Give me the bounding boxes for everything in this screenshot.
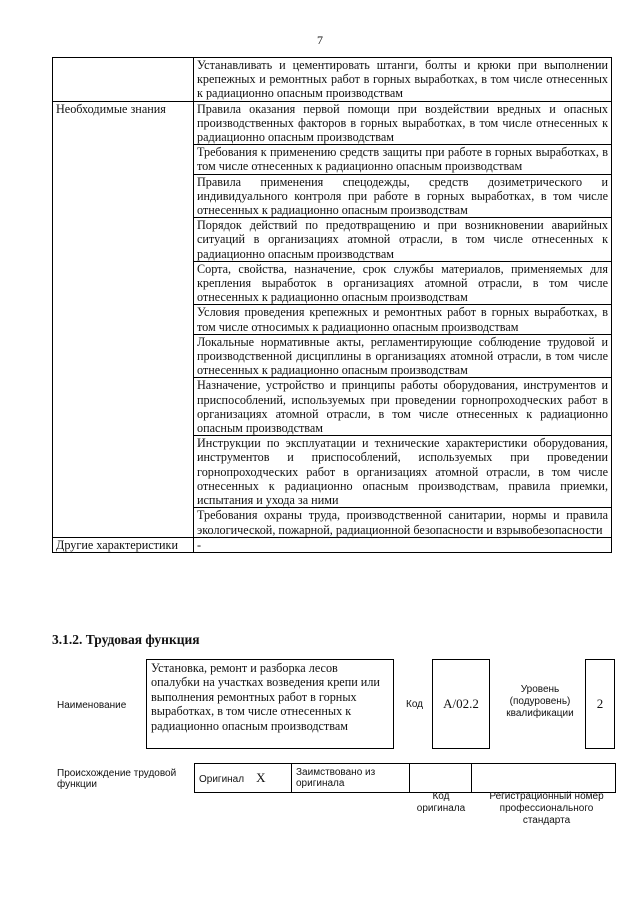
table-row <box>53 58 612 102</box>
row-text: Назначение, устройство и принципы работы оборудования, инструментов и приспособлений, используемых при проведении горнопроходческих работ в организациях атомной отрасли, в том числе отнесенных к радиационно опасным производствам <box>194 378 612 436</box>
origin-table <box>194 763 616 793</box>
knowledge-table <box>52 57 612 553</box>
row-text: Правила оказания первой помощи при воздействии вредных и опасных производственных факторов в горных выработках, в том числе отнесенных к радиационно опасным производствам <box>194 101 612 145</box>
reg-caption: Регистрационный номер профессионального стандарта <box>489 791 604 826</box>
original-cell <box>195 764 292 793</box>
original-label: Оригинал <box>199 773 245 785</box>
row-text: Условия проведения крепежных и ремонтных работ в горных выработках, в том числе относимых к радиационно опасным производствам <box>194 305 612 334</box>
borrowed-label: Заимствовано из оригинала <box>296 767 376 789</box>
row-text: Правила применения спецодежды, средств дозиметрического и индивидуального контроля при работе в горных выработках, в том числе отнесенных к радиационно опасным производствам <box>194 174 612 218</box>
row-text: Инструкции по эксплуатации и технические характеристики оборудования, инструментов и приспособлений, используемых при проведении горнопроходческих работ в организациях атомной отрасли, в том числе отнесенных к радиационно опасным производствам, правила приемки, испытания и ухода за ними <box>194 436 612 508</box>
row-label: Необходимые знания <box>53 101 194 537</box>
level-value: 2 <box>596 696 604 711</box>
row-label: Другие характеристики <box>53 537 194 552</box>
table-row <box>53 537 612 552</box>
row-text: Локальные нормативные акты, регламентирующие соблюдение трудовой и производственной дисциплины в организациях атомной отрасли, в том числе отнесенных к радиационно опасным производствам <box>194 334 612 378</box>
function-name-box: Установка, ремонт и разборка лесов опалубки на участках возведения крепи или выполнения ремонтных работ в горных выработках, в том числе отнесенных к радиационно опасным производствам <box>146 659 394 749</box>
row-text: Сорта, свойства, назначение, срок службы материалов, применяемых для крепления выработок в организациях атомной отрасли, в том числе отнесенных к радиационно опасным производствам <box>194 261 612 305</box>
original-mark: X <box>256 769 266 785</box>
reg-number-cell <box>472 764 616 793</box>
row-text: - <box>194 537 612 552</box>
row-text: Требования к применению средств защиты при работе в горных выработках, в том числе отнесенных к радиационно опасным производствам <box>194 145 612 174</box>
function-code-box <box>432 659 490 749</box>
original-code-cell <box>410 764 472 793</box>
level-label: Уровень (подуровень) квалификации <box>506 684 574 719</box>
row-text: Требования охраны труда, производственной санитарии, нормы и правила экологической, пожарной, радиационной безопасности и взрывобезопасности <box>194 508 612 537</box>
level-box <box>585 659 615 749</box>
code-caption: Код оригинала <box>416 791 466 814</box>
function-code: А/02.2 <box>443 696 479 711</box>
origin-label: Происхождение трудовой функции <box>57 768 177 790</box>
row-text: Устанавливать и цементировать штанги, болты и крюки при выполнении крепежных и ремонтных работ в горных выработках, в том числе отнесенных к радиационно опасным производствам <box>194 58 612 102</box>
row-label <box>53 58 194 102</box>
section-title: 3.1.2. Трудовая функция <box>52 632 200 647</box>
row-text: Порядок действий по предотвращению и при возникновении аварийных ситуаций в организациях атомной отрасли, в том числе отнесенных к радиационно опасным производствам <box>194 218 612 262</box>
borrowed-cell <box>292 764 410 793</box>
code-label: Код <box>406 699 424 710</box>
name-label: Наименование <box>57 700 127 711</box>
table-row <box>53 101 612 145</box>
page-number: 7 <box>317 33 323 47</box>
